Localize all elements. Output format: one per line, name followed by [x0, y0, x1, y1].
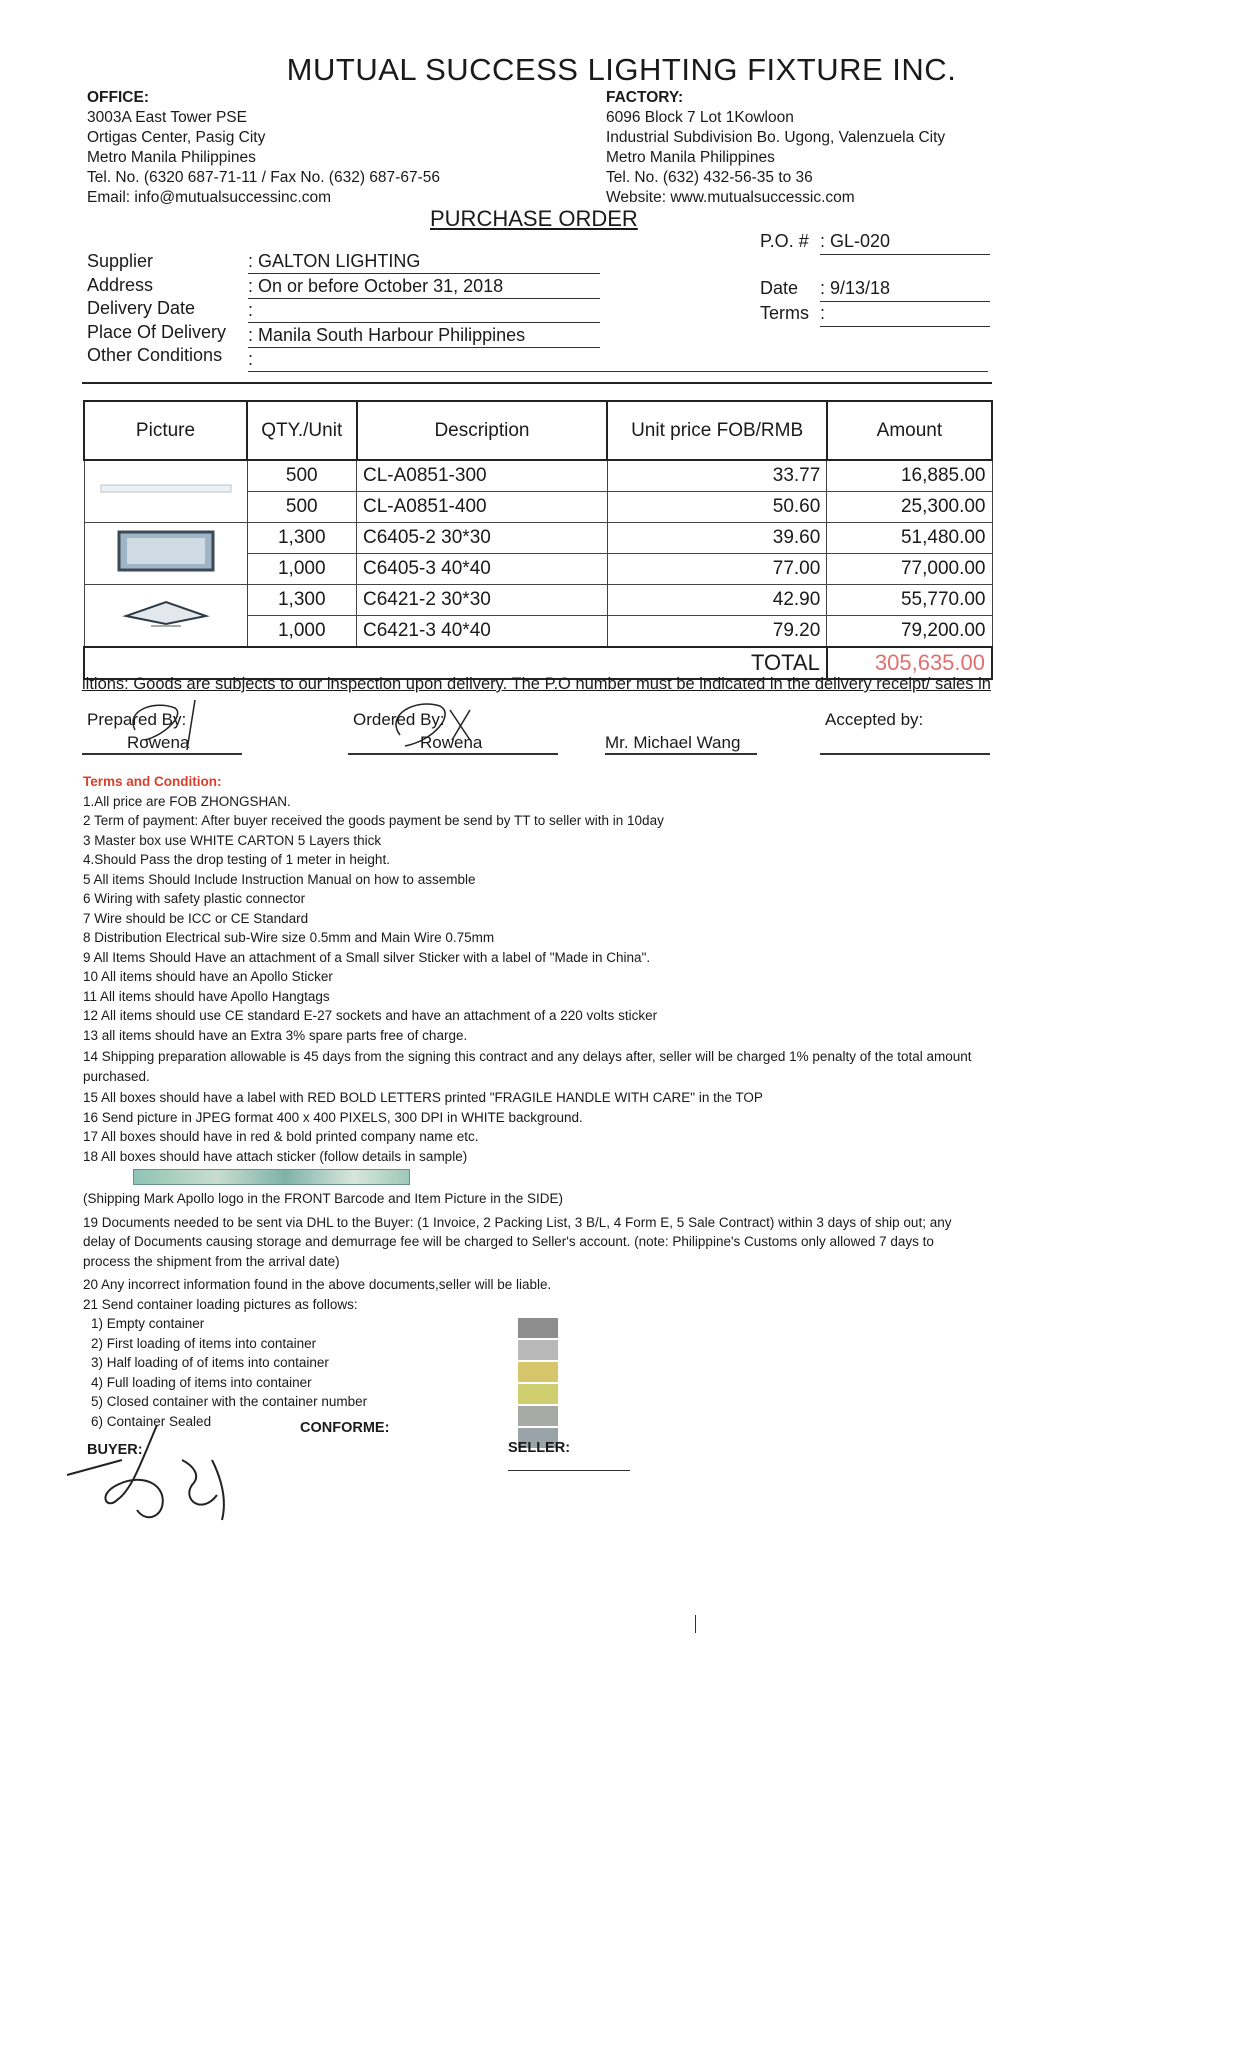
container-photo — [518, 1318, 558, 1338]
factory-line: Industrial Subdivision Bo. Ugong, Valenzuela City — [606, 129, 946, 146]
container-photo — [518, 1340, 558, 1360]
prepared-by-label: Prepared By: — [87, 710, 187, 729]
unit-price-cell: 79.20 — [607, 616, 826, 648]
column-header: QTY./Unit — [247, 401, 357, 460]
column-header: Picture — [84, 401, 247, 460]
prepared-by-signature-icon — [115, 690, 215, 760]
term-item: 13 all items should have an Extra 3% spare parts free of charge. — [83, 1027, 468, 1043]
divider — [82, 382, 992, 384]
factory-label: FACTORY: — [606, 89, 684, 106]
ordered-by-name: Rowena — [348, 733, 558, 755]
place-of-delivery-label: Place Of Delivery — [87, 321, 227, 342]
qty-cell: 1,000 — [247, 554, 357, 585]
office-label: OFFICE: — [87, 89, 149, 106]
term-item: 21 Send container loading pictures as follows: — [83, 1296, 358, 1312]
unit-price-cell: 33.77 — [607, 460, 826, 492]
table-row — [84, 523, 992, 554]
shipping-mark-note: (Shipping Mark Apollo logo in the FRONT Barcode and Item Picture in the SIDE) — [83, 1191, 563, 1206]
term-item: 1.All price are FOB ZHONGSHAN. — [83, 793, 291, 809]
qty-cell: 500 — [247, 460, 357, 492]
product-picture — [84, 523, 247, 585]
factory-address — [606, 88, 945, 208]
table-row — [84, 460, 992, 492]
amount-cell: 77,000.00 — [827, 554, 992, 585]
product-picture — [84, 460, 247, 523]
office-line: 3003A East Tower PSE — [87, 109, 247, 126]
factory-website: Website: www.mutualsuccessic.com — [606, 189, 855, 206]
amount-cell: 25,300.00 — [827, 492, 992, 523]
container-photo — [518, 1406, 558, 1426]
document-title: PURCHASE ORDER — [430, 206, 638, 231]
scan-mark — [695, 1615, 696, 1633]
buyer-label: BUYER: — [87, 1442, 143, 1458]
supplier-label: Supplier — [87, 251, 154, 271]
term-item: 4.Should Pass the drop testing of 1 meter in height. — [83, 852, 390, 867]
place-of-delivery-value: : Manila South Harbour Philippines — [248, 324, 600, 348]
ordered-by-label: Ordered By: — [353, 710, 445, 729]
column-header: Description — [357, 401, 608, 460]
term-item: 10 All items should have an Apollo Sticker — [83, 969, 333, 984]
office-line: Ortigas Center, Pasig City — [87, 129, 266, 146]
term-item: 6 Wiring with safety plastic connector — [83, 891, 306, 906]
date-value: : 9/13/18 — [820, 277, 990, 302]
term-item: 17 All boxes should have in red & bold printed company name etc. — [83, 1129, 479, 1144]
terms-value: : — [820, 302, 990, 327]
manager-name: Mr. Michael Wang — [605, 733, 757, 755]
address-label: Address — [87, 274, 154, 295]
column-header: Unit price FOB/RMB — [607, 401, 826, 460]
list-item: 2) First loading of items into container — [91, 1335, 317, 1351]
unit-price-cell: 50.60 — [607, 492, 826, 523]
company-name: MUTUAL SUCCESS LIGHTING FIXTURE INC. — [286, 52, 957, 87]
table-row — [84, 585, 992, 616]
other-conditions-value: : — [248, 348, 988, 372]
term-item: 8 Distribution Electrical sub-Wire size 0.5mm and Main Wire 0.75mm — [83, 930, 495, 945]
list-item: 5) Closed container with the container number — [91, 1394, 368, 1409]
qty-cell: 1,300 — [247, 585, 357, 616]
amount-cell: 16,885.00 — [827, 460, 992, 492]
list-item: 6) Container Sealed — [91, 1413, 212, 1429]
terms-label: Terms — [760, 303, 809, 323]
term-item: 16 Send picture in JPEG format 400 x 400 PIXELS, 300 DPI in WHITE background. — [83, 1109, 583, 1125]
office-email: Email: info@mutualsuccessinc.com — [87, 189, 332, 206]
office-line: Tel. No. (6320 687-71-11 / Fax No. (632) 687-67-56 — [87, 169, 440, 186]
column-header: Amount — [827, 401, 992, 460]
terms-heading: Terms and Condition: — [83, 774, 222, 789]
sticker-sample-image — [133, 1169, 410, 1185]
term-item: 18 All boxes should have attach sticker (follow details in sample) — [83, 1148, 468, 1164]
po-number-value: : GL-020 — [820, 230, 990, 255]
term-item: 9 All Items Should Have an attachment of a Small silver Sticker with a label of "Made in China". — [83, 949, 651, 965]
list-item: 4) Full loading of items into container — [91, 1374, 312, 1390]
term-item: 3 Master box use WHITE CARTON 5 Layers thick — [83, 832, 382, 848]
conditions-line: litions: Goods are subjects to our inspection upon delivery. The P.O number must be indicated in the delivery receipt/ sales in — [82, 675, 991, 693]
qty-cell: 500 — [247, 492, 357, 523]
delivery-date-label: Delivery Date — [87, 298, 196, 318]
term-item: 12 All items should use CE standard E-27 sockets and have an attachment of a 220 volts sticker — [83, 1008, 658, 1023]
supplier-value: : GALTON LIGHTING — [248, 250, 600, 274]
total-label: TOTAL — [84, 647, 827, 679]
qty-cell: 1,300 — [247, 523, 357, 554]
term-item: 15 All boxes should have a label with RED BOLD LETTERS printed "FRAGILE HANDLE WITH CARE" in the TOP — [83, 1090, 763, 1105]
term-item: 14 Shipping preparation allowable is 45 days from the signing this contract and any delays after, seller will be charged 1% penalty of the total amount purchased. — [83, 1049, 972, 1084]
description-cell: C6405-2 30*30 — [357, 523, 608, 554]
total-value: 305,635.00 — [827, 647, 992, 679]
table-header-row — [84, 401, 992, 460]
field-labels — [87, 250, 226, 368]
other-conditions-label: Other Conditions — [87, 345, 223, 365]
amount-cell: 79,200.00 — [827, 616, 992, 648]
term-item: 2 Term of payment: After buyer received the goods payment be send by TT to seller with in 10day — [83, 813, 664, 828]
term-item: 7 Wire should be ICC or CE Standard — [83, 910, 309, 926]
factory-line: Metro Manila Philippines — [606, 149, 775, 166]
ceiling-panel-light-image — [91, 588, 241, 638]
product-picture — [84, 585, 247, 648]
linear-light-fixture-image — [91, 475, 241, 503]
list-item: 1) Empty container — [91, 1316, 205, 1331]
amount-cell: 55,770.00 — [827, 585, 992, 616]
ordered-by-signature-icon — [380, 690, 490, 760]
address-value: : On or before October 31, 2018 — [248, 275, 600, 299]
factory-line: Tel. No. (632) 432-56-35 to 36 — [606, 169, 813, 186]
description-cell: C6421-3 40*40 — [357, 616, 608, 648]
term-item: 5 All items Should Include Instruction Manual on how to assemble — [83, 871, 476, 887]
buyer-signature-icon — [62, 1420, 262, 1530]
office-line: Metro Manila Philippines — [87, 149, 256, 166]
term-item: 19 Documents needed to be sent via DHL to the Buyer: (1 Invoice, 2 Packing List, 3 B/L, 4 Form E, 5 Sale Contract) within 3 days of ship out; any delay of Documents causing storage and demurrage fee will be charged to Seller's account. (note: Philippine's Customs only allowed 7 days to process the shipment from the arrival date) — [83, 1214, 952, 1269]
conforme-label: CONFORME: — [300, 1420, 390, 1436]
list-item: 3) Half loading of of items into container — [91, 1355, 329, 1370]
po-number-label: P.O. # — [760, 231, 809, 251]
container-pictures — [518, 1318, 558, 1450]
unit-price-cell: 39.60 — [607, 523, 826, 554]
accepted-by-line — [820, 733, 990, 755]
description-cell: C6405-3 40*40 — [357, 554, 608, 585]
unit-price-cell: 77.00 — [607, 554, 826, 585]
amount-cell: 51,480.00 — [827, 523, 992, 554]
description-cell: CL-A0851-300 — [357, 460, 608, 492]
accepted-by-label: Accepted by: — [825, 710, 924, 729]
description-cell: C6421-2 30*30 — [357, 585, 608, 616]
items-table — [83, 400, 993, 680]
date-label: Date — [760, 278, 799, 298]
description-cell: CL-A0851-400 — [357, 492, 608, 523]
square-panel-light-image — [91, 526, 241, 576]
delivery-date-value: : — [248, 299, 600, 323]
container-photo — [518, 1384, 558, 1404]
unit-price-cell: 42.90 — [607, 585, 826, 616]
qty-cell: 1,000 — [247, 616, 357, 648]
factory-line: 6096 Block 7 Lot 1Kowloon — [606, 109, 794, 126]
seller-label: SELLER: — [508, 1440, 571, 1456]
seller-signature-line — [508, 1470, 630, 1471]
office-address — [87, 88, 440, 208]
term-item: 11 All items should have Apollo Hangtags — [83, 988, 330, 1004]
term-item: 20 Any incorrect information found in the above documents,seller will be liable. — [83, 1277, 552, 1292]
prepared-by-name: Rowena — [82, 733, 242, 755]
container-photo — [518, 1362, 558, 1382]
